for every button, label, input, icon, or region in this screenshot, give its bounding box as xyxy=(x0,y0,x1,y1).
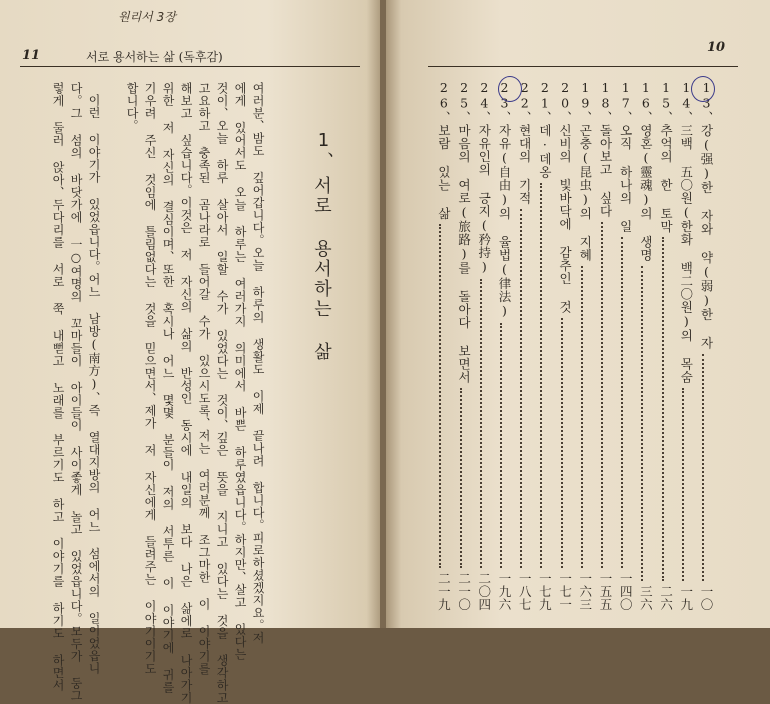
body-line: 위한 저 자신의 결심이며、또한 혹시나 어느 몇몇 분들이 저의 서투른 이 이야기에 귀를 xyxy=(161,82,175,694)
header-rule xyxy=(428,66,738,67)
body-line: 기우려 주신 것임에 틀림없다는 것을 믿으면서、제가 저 자신에게 들려주는 이야기이기도 xyxy=(143,82,157,675)
body-line: 고요하고 충족된 곰나라로 들어갈 수가 있으시도록、저는 여러분께 조그마한 이 이야기를 xyxy=(197,82,211,675)
chapter-number: 1、 xyxy=(313,130,334,170)
toc-entry-page: 二一九 xyxy=(436,571,452,611)
body-line: 해보고 싶습니다。이것은 저 자신의 삶의 반성인 동시에 내일의 보다 나은 삶에로 나아가기 xyxy=(179,82,193,704)
toc-leader-dots xyxy=(480,279,484,568)
running-head: 서로 용서하는 삶 (독후감) xyxy=(86,50,223,64)
toc-entry-title: 25、마음의 여로(旅路)를 돌아다 보면서 xyxy=(456,80,472,384)
toc-entry-title: 17、오직 하나의 일 xyxy=(618,80,634,233)
toc-entry-title: 15、추억의 한 토막 xyxy=(658,80,674,233)
toc-entry-page: 一九 xyxy=(678,585,694,611)
ink-circle-mark xyxy=(691,76,715,102)
toc-leader-dots xyxy=(540,183,544,568)
toc-entry-title: 23、자유(自由)의 율법(律法) xyxy=(497,80,512,319)
toc-leader-dots xyxy=(439,224,443,568)
toc-entry-title: 14、三백 五〇원(한화 백二〇원)의 목숨 xyxy=(678,80,694,384)
body-line: 합니다。 xyxy=(125,82,139,132)
body-line: 여러분、밤도 깊어갑니다。오늘 하루의 생활도 이제 끝나려 합니다。피로하셨겠지요。저 xyxy=(251,82,265,644)
toc-entry-title: 18、돌아보고 싶다 xyxy=(598,80,613,218)
page-number-left: 11 xyxy=(22,48,41,63)
toc-leader-dots xyxy=(581,266,585,568)
toc-entry-page: 二一〇 xyxy=(456,571,472,611)
toc-entry-page: 三六 xyxy=(638,585,654,611)
toc-leader-dots xyxy=(601,222,605,568)
left-page xyxy=(0,0,382,704)
toc-leader-dots xyxy=(621,237,625,568)
toc-entry-title: 20、신비의 빛바닥에 감추인 것 xyxy=(557,80,573,314)
toc-entry-title: 22、현대의 기적 xyxy=(517,80,533,205)
toc-entry-page: 一七一 xyxy=(557,571,573,611)
toc-leader-dots xyxy=(702,354,706,582)
header-rule xyxy=(20,66,360,67)
toc-entry-title: 16、영혼(靈魂)의 생명 xyxy=(638,80,654,262)
page-number-right: 10 xyxy=(707,40,726,55)
toc-entry-page: 二六 xyxy=(658,585,674,611)
toc-leader-dots xyxy=(500,323,504,568)
toc-entry-title: 21、데·데옹 xyxy=(537,80,553,179)
toc-entry-page: 一五五 xyxy=(598,571,613,611)
body-line: 것이、오늘 하루 살아서 일할 수가 있었다는 것이、깊은 뜻을 지니고 있다는 것을 생각하고 xyxy=(215,82,229,704)
toc-leader-dots xyxy=(682,388,686,582)
toc-entry-title: 26、보람 있는 삶 xyxy=(436,80,452,220)
toc-leader-dots xyxy=(460,388,464,568)
body-line: 이런 이야기가 있었읍니다。어느 남방(南方)、즉 열대지방의 어느 섬에서의 일이었읍니 xyxy=(87,94,101,675)
toc-entry-title: 13、강(强)한 자와 약(弱)한 자 xyxy=(699,80,714,350)
toc-leader-dots xyxy=(641,266,645,582)
toc-leader-dots xyxy=(662,237,666,581)
toc-entry-page: 一〇 xyxy=(699,585,714,611)
toc-leader-dots xyxy=(520,209,524,568)
toc-entry-title: 19、곤충(昆虫)의 지혜 xyxy=(577,80,593,262)
body-line: 렇게 둘러 앉아、두다리를 서로 쭉 내뻗고 노래를 부르기도 하고 이야기를 하기도 하면서 xyxy=(51,82,65,692)
handwritten-note: 원리서 3장 xyxy=(118,10,176,24)
toc-entry-page: 一九六 xyxy=(497,571,512,611)
toc-entry-page: 一四〇 xyxy=(618,571,634,611)
body-line: 에게 있어서도 오늘 하루는 여러가지 의미에서 바쁜 하루였읍니다。하지만、살고 있다는 xyxy=(233,82,247,661)
chapter-title: 서로 용서하는 삶 xyxy=(311,176,332,362)
toc-entry-page: 一八七 xyxy=(517,571,533,611)
toc-entry-page: 一七九 xyxy=(537,571,553,611)
body-line: 다。그 섬의 바닷가에 一○여명의 꼬마들이 아이들이 사이좋게 놀고 있었읍니다。모두가 둥그 xyxy=(69,82,83,702)
toc-entry-page: 一六三 xyxy=(577,571,593,611)
toc-entry-title: 24、자유인의 긍지(矜持) xyxy=(476,80,492,275)
toc-entry-page: 二〇四 xyxy=(476,571,492,611)
toc-leader-dots xyxy=(561,318,565,568)
ink-circle-mark xyxy=(498,76,522,102)
